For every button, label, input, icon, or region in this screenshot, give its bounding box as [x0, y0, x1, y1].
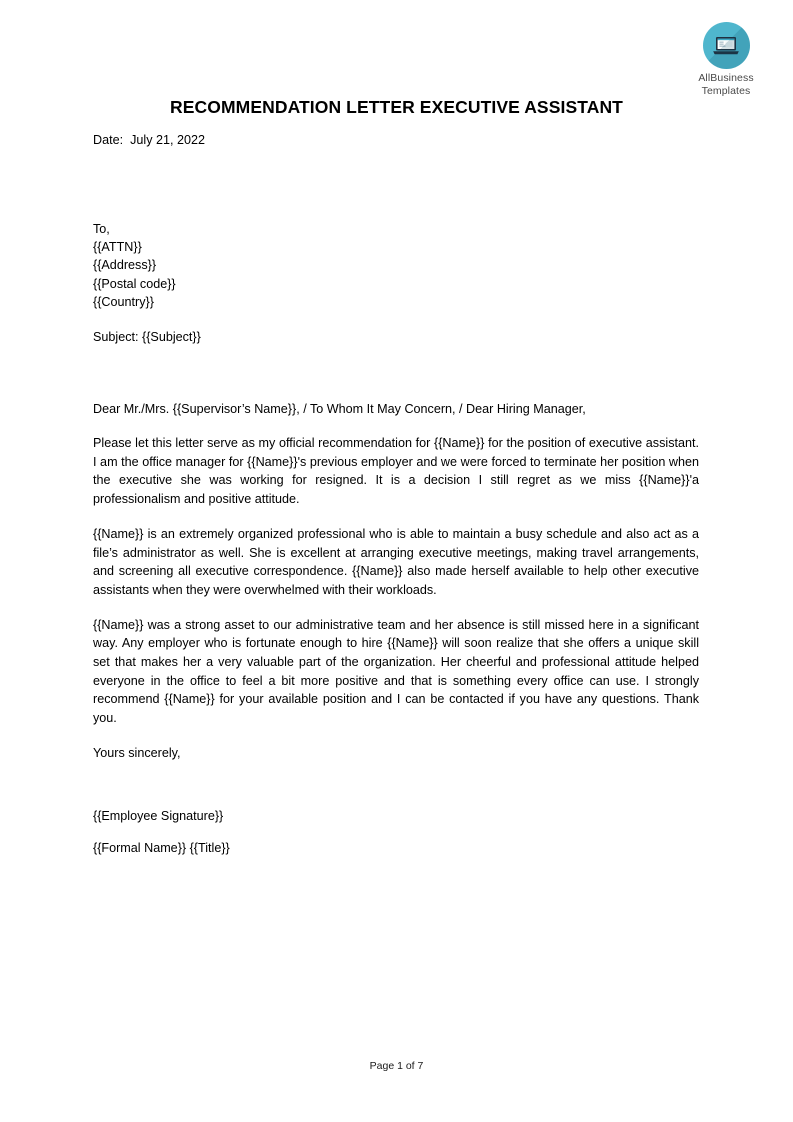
logo-wordmark-line2: Templates [701, 84, 751, 97]
employee-signature-placeholder: {{Employee Signature}} [93, 808, 224, 823]
logo-long-shadow [703, 22, 750, 69]
laptop-icon [703, 22, 750, 69]
allbusiness-templates-logo [669, 22, 783, 97]
recipient-address-block [93, 220, 699, 311]
recipient-attn: {{ATTN}} [93, 240, 142, 255]
date-line: Date: July 21, 2022 [93, 133, 206, 147]
recipient-to-label: To, [93, 222, 110, 236]
salutation-line: Dear Mr./Mrs. {{Supervisor’s Name}}, / To Whom It May Concern, / Dear Hiring Manager, [93, 402, 586, 417]
logo-wordmark-line1: AllBusiness [698, 72, 754, 84]
letter-body [93, 132, 699, 857]
recipient-address: {{Address}} [93, 258, 157, 273]
body-paragraph-1: Please let this letter serve as my official recommendation for {{Name}} for the position of executive assistant. I am the office manager for {{Name}}'s previous employer and we were forced to terminate her position when the executive she was working for resigned. It is a decision I still regret as we miss {{Name}}'a professionalism and positive attitude. [93, 436, 699, 507]
formal-name-title: {{Formal Name}} {{Title}} [93, 840, 230, 855]
body-paragraph-3: {{Name}} was a strong asset to our administrative team and her absence is still missed here in a significant way. Any employer who is fortunate enough to hire {{Name}} will soon realize that she offers a unique skill set that makes her a very valuable part of the organization. Her cheerful and professional attitude helped everyone in the office to feel a bit more positive and that is something every office can use. I strongly recommend {{Name}} for your available position and I can be contacted if you have any questions. Thank you. [93, 617, 699, 726]
recipient-country: {{Country}} [93, 294, 154, 309]
body-paragraph-2: {{Name}} is an extremely organized professional who is able to maintain a busy schedule and also act as a file’s administrator as well. She is excellent at arranging executive meetings, making travel arrangements, and screening all executive correspondence. {{Name}} also made herself available to help other executive assistants when they were overwhelmed with their workloads. [93, 526, 699, 597]
page-footer: Page 1 of 7 [369, 1060, 424, 1072]
logo-wordmark [669, 72, 783, 97]
page-title: RECOMMENDATION LETTER EXECUTIVE ASSISTANT [170, 97, 623, 117]
subject-line: Subject: {{Subject}} [93, 330, 201, 345]
closing-line: Yours sincerely, [93, 745, 181, 760]
recipient-postal-code: {{Postal code}} [93, 276, 176, 291]
